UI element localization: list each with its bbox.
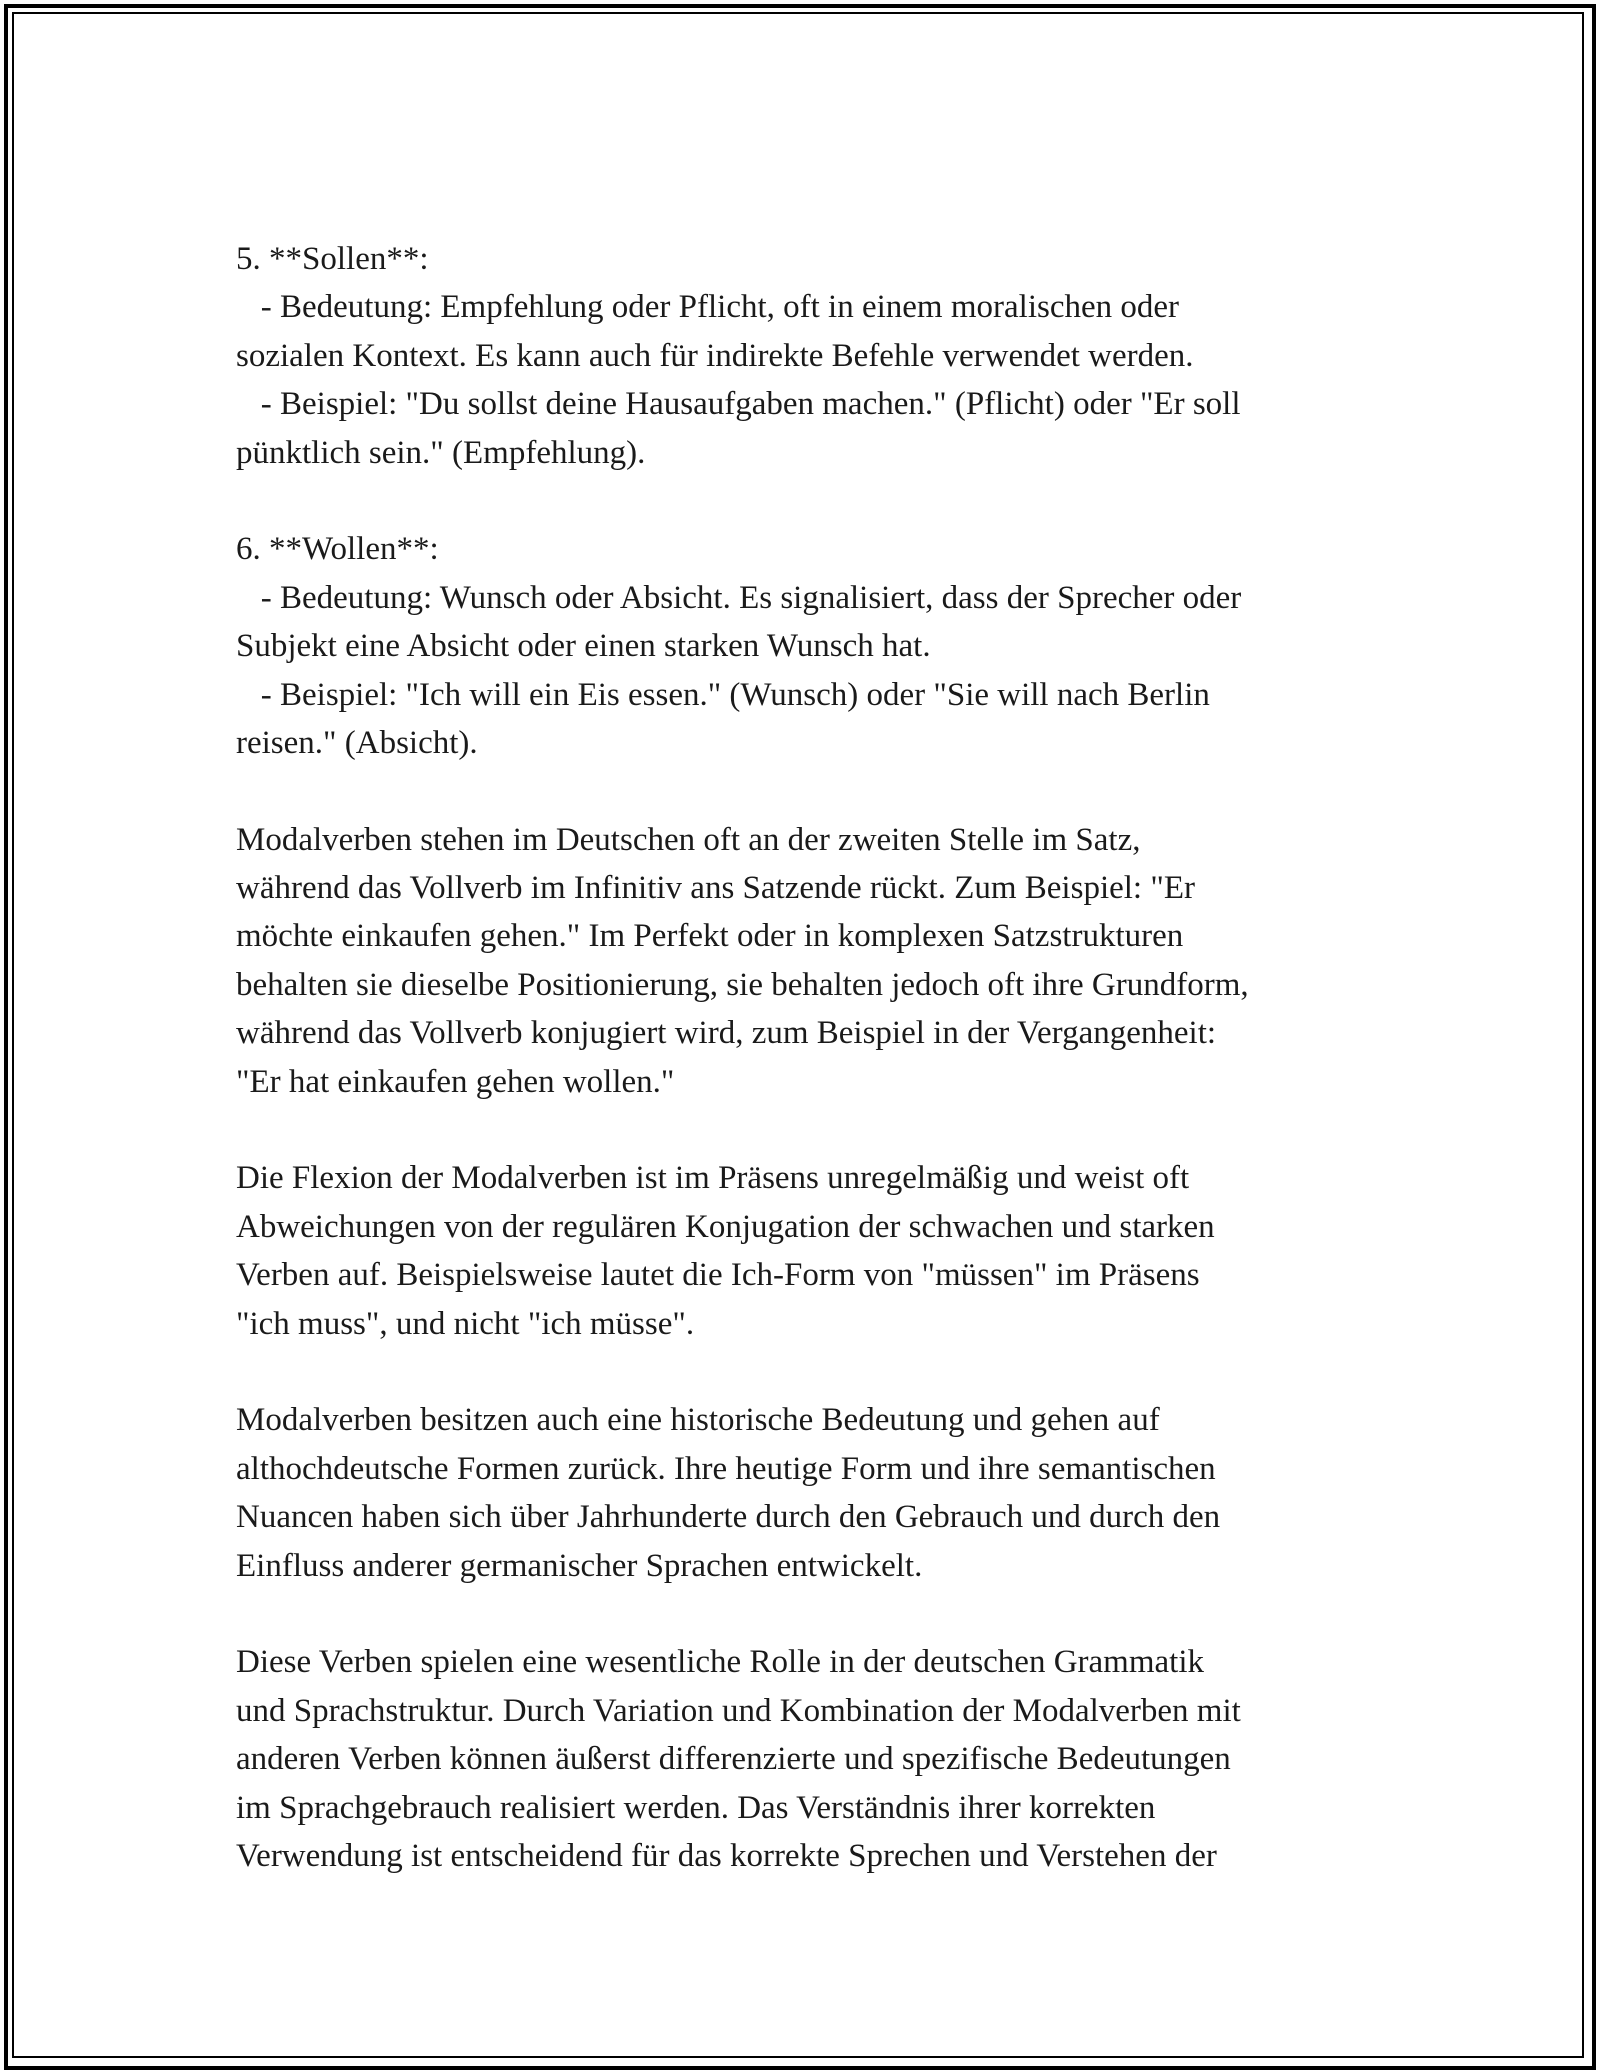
text-line: - Beispiel: "Du sollst deine Hausaufgaben machen." (Pflicht) oder "Er soll (236, 386, 1241, 423)
text-line: während das Vollverb im Infinitiv ans Satzende rückt. Zum Beispiel: "Er (236, 870, 1195, 907)
text-line: - Bedeutung: Wunsch oder Absicht. Es signalisiert, dass der Sprecher oder (236, 579, 1242, 616)
paragraph-gap (236, 1106, 1386, 1154)
text-line: "Er hat einkaufen gehen wollen." (236, 1063, 675, 1100)
text-line: Abweichungen von der regulären Konjugation der schwachen und starken (236, 1208, 1215, 1245)
text-line: pünktlich sein." (Empfehlung). (236, 434, 646, 471)
paragraph-gap (236, 1590, 1386, 1638)
paragraph-inflection (236, 1154, 1386, 1348)
text-line: behalten sie dieselbe Positionierung, sie behalten jedoch oft ihre Grundform, (236, 966, 1249, 1003)
text-line: Verwendung ist entscheidend für das korrekte Sprechen und Verstehen der (236, 1837, 1217, 1874)
text-line: anderen Verben können äußerst differenzierte und spezifische Bedeutungen (236, 1741, 1231, 1778)
text-line: sozialen Kontext. Es kann auch für indirekte Befehle verwendet werden. (236, 337, 1194, 374)
text-line: Die Flexion der Modalverben ist im Präsens unregelmäßig und weist oft (236, 1160, 1190, 1197)
section-sollen (236, 235, 1386, 477)
paragraph-conclusion (236, 1638, 1386, 1880)
text-line: Nuancen haben sich über Jahrhunderte durch den Gebrauch und durch den (236, 1499, 1221, 1536)
text-line: reisen." (Absicht). (236, 724, 478, 761)
section-wollen (236, 525, 1386, 767)
list-item-heading: 6. **Wollen**: (236, 531, 439, 568)
text-line: Verben auf. Beispielsweise lautet die Ich-Form von "müssen" im Präsens (236, 1257, 1200, 1294)
text-line: - Bedeutung: Empfehlung oder Pflicht, oft in einem moralischen oder (236, 289, 1180, 326)
document-body (236, 235, 1386, 1880)
text-line: möchte einkaufen gehen." Im Perfekt oder in komplexen Satzstrukturen (236, 918, 1184, 955)
paragraph-history (236, 1396, 1386, 1590)
paragraph-gap (236, 477, 1386, 525)
text-line: Diese Verben spielen eine wesentliche Rolle in der deutschen Grammatik (236, 1644, 1204, 1681)
list-item-heading: 5. **Sollen**: (236, 241, 429, 277)
text-line: althochdeutsche Formen zurück. Ihre heutige Form und ihre semantischen (236, 1450, 1216, 1487)
paragraph-gap (236, 767, 1386, 815)
text-line: - Beispiel: "Ich will ein Eis essen." (Wunsch) oder "Sie will nach Berlin (236, 676, 1210, 713)
text-line: während das Vollverb konjugiert wird, zum Beispiel in der Vergangenheit: (236, 1015, 1217, 1052)
paragraph-gap (236, 1348, 1386, 1396)
text-line: "ich muss", und nicht "ich müsse". (236, 1305, 695, 1342)
text-line: Einfluss anderer germanischer Sprachen entwickelt. (236, 1547, 923, 1584)
paragraph-word-order (236, 816, 1386, 1106)
text-line: im Sprachgebrauch realisiert werden. Das Verständnis ihrer korrekten (236, 1789, 1156, 1826)
text-line: und Sprachstruktur. Durch Variation und Kombination der Modalverben mit (236, 1692, 1241, 1729)
text-line: Subjekt eine Absicht oder einen starken Wunsch hat. (236, 628, 931, 665)
text-line: Modalverben besitzen auch eine historische Bedeutung und gehen auf (236, 1402, 1160, 1439)
text-line: Modalverben stehen im Deutschen oft an der zweiten Stelle im Satz, (236, 821, 1141, 858)
